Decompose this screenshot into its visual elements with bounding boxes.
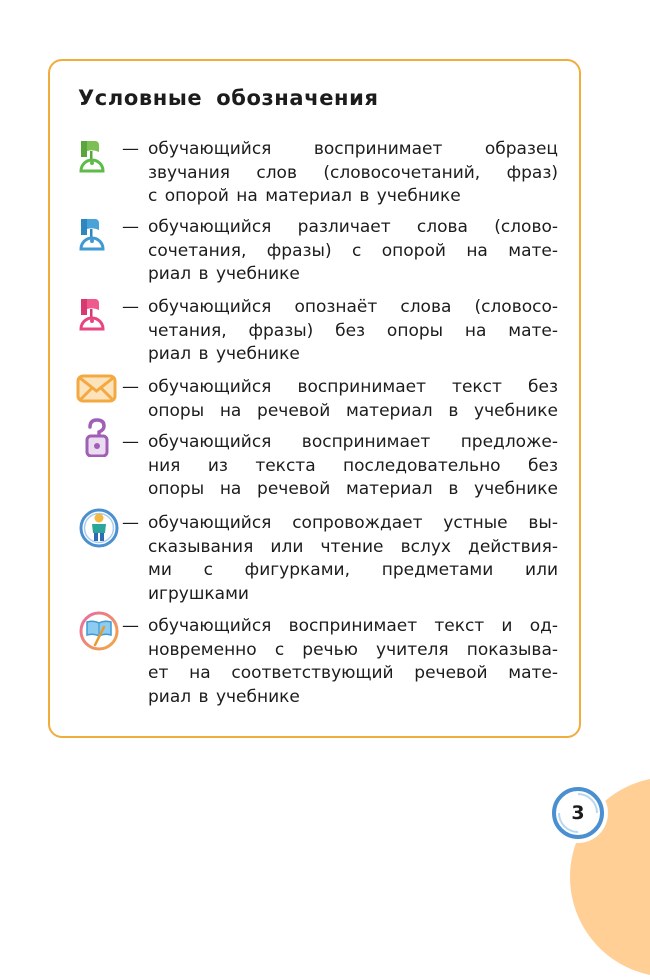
legend-text (148, 376, 558, 423)
child-figure-icon (78, 507, 122, 547)
legend-text (148, 138, 558, 209)
text-line: четания, фразы) без опоры на мате- (148, 320, 558, 341)
legend-text (148, 615, 558, 709)
text-line: риал в учебнике (148, 344, 300, 364)
legend-text (148, 296, 558, 367)
dash: — (122, 432, 139, 452)
dash: — (122, 139, 139, 159)
dash: — (122, 377, 139, 397)
text-line: риал в учебнике (148, 686, 300, 707)
question-lock-icon (76, 417, 120, 457)
dash: — (122, 297, 139, 317)
page-title: Условные обозначения (78, 86, 379, 110)
envelope-icon (76, 373, 120, 413)
pink-flag-protractor-icon (76, 296, 120, 336)
text-line: риал в учебнике (148, 264, 300, 284)
legend-text (148, 216, 558, 287)
dash: — (122, 513, 139, 533)
text-line: игрушками (148, 583, 249, 604)
text-line: звучания слов (словосочетаний, фраз) (148, 162, 558, 183)
text-line: сочетания, фразы) с опорой на мате- (148, 240, 558, 261)
text-line: ет на соответствующий речевой мате- (148, 663, 558, 683)
text-line: обучающийся воспринимает текст без (148, 377, 558, 397)
text-line: обучающийся различает слова (слово- (148, 217, 558, 237)
text-line: новременно с речью учителя показыва- (148, 639, 558, 660)
text-line: с опорой на материал в учебнике (148, 186, 461, 206)
blue-flag-protractor-icon (76, 216, 120, 256)
page-number-badge (551, 786, 605, 840)
text-line: опоры на речевой материал в учебнике (148, 479, 558, 499)
green-flag-protractor-icon (76, 138, 120, 178)
legend-text (148, 512, 558, 606)
dash: — (122, 217, 139, 237)
dash: — (122, 616, 139, 636)
text-line: обучающийся воспринимает образец (148, 139, 558, 159)
text-line: опоры на речевой материал в учебнике (148, 400, 558, 421)
page-number: 3 (571, 802, 585, 824)
legend-text (148, 431, 558, 502)
text-line: обучающийся опознаёт слова (словосо- (148, 297, 558, 317)
text-line: ния из текста последовательно без (148, 455, 558, 476)
book-pointer-icon (78, 610, 122, 650)
text-line: обучающийся сопровождает устные вы- (148, 513, 558, 533)
text-line: обучающийся воспринимает предложе- (148, 432, 558, 452)
text-line: ми с фигурками, предметами или (148, 560, 558, 580)
text-line: обучающийся воспринимает текст и од- (148, 616, 558, 636)
text-line: сказывания или чтение вслух действия- (148, 536, 558, 557)
